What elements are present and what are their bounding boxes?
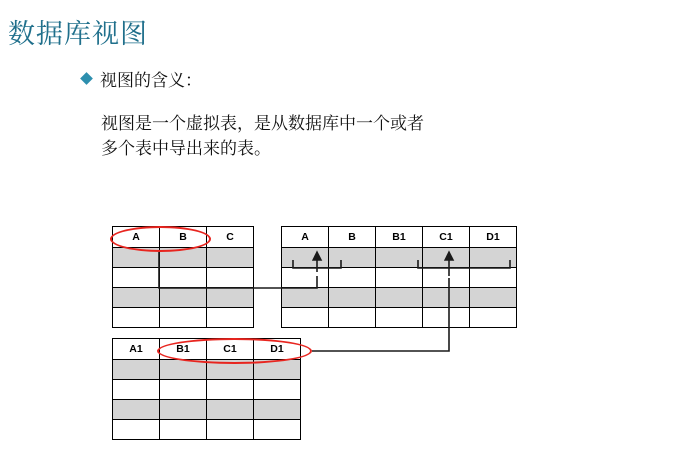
- table-cell: [160, 268, 207, 288]
- table-header-cell: B: [329, 227, 376, 248]
- table-cell: [376, 288, 423, 308]
- table-cell: [207, 248, 254, 268]
- table-header-cell: A: [113, 227, 160, 248]
- table-header-cell: D1: [254, 339, 301, 360]
- table-cell: [423, 248, 470, 268]
- table-cell: [113, 360, 160, 380]
- table-header-cell: B: [160, 227, 207, 248]
- bullet-item: [82, 66, 202, 91]
- table-cell: [207, 420, 254, 440]
- table-cell: [470, 288, 517, 308]
- table-header-cell: C1: [423, 227, 470, 248]
- table-row: [282, 288, 517, 308]
- table-cell: [470, 268, 517, 288]
- table-cell: [207, 288, 254, 308]
- table-row: [282, 308, 517, 328]
- table-cell: [254, 400, 301, 420]
- bullet-label: 视图的含义：: [100, 71, 202, 91]
- table-row: [113, 420, 301, 440]
- table-cell: [207, 308, 254, 328]
- table-cell: [282, 268, 329, 288]
- table-cell: [329, 268, 376, 288]
- source-table-right: [281, 226, 517, 328]
- table-header-cell: C: [207, 227, 254, 248]
- table-row: [113, 308, 254, 328]
- table-header-cell: C1: [207, 339, 254, 360]
- table-cell: [470, 308, 517, 328]
- table-cell: [113, 420, 160, 440]
- table-cell: [423, 308, 470, 328]
- table-cell: [160, 420, 207, 440]
- table-cell: [423, 268, 470, 288]
- table-cell: [282, 288, 329, 308]
- highlight-ellipse-left: [110, 226, 211, 252]
- diamond-bullet-icon: [80, 72, 93, 85]
- table-cell: [160, 288, 207, 308]
- table-cell: [329, 288, 376, 308]
- highlight-ellipse-bottom: [157, 338, 312, 364]
- table-cell: [160, 308, 207, 328]
- table-cell: [207, 380, 254, 400]
- table-cell: [282, 248, 329, 268]
- table-header-cell: B1: [376, 227, 423, 248]
- table-header-cell: A1: [113, 339, 160, 360]
- table-cell: [423, 288, 470, 308]
- table-cell: [207, 268, 254, 288]
- table-header-cell: A: [282, 227, 329, 248]
- table-cell: [254, 420, 301, 440]
- table-cell: [113, 268, 160, 288]
- table-cell: [113, 380, 160, 400]
- body-line-1: 视图是一个虚拟表，是从数据库中一个或者: [101, 114, 424, 134]
- table-cell: [113, 308, 160, 328]
- page-title: 数据库视图: [8, 19, 148, 50]
- table-cell: [376, 248, 423, 268]
- table-cell: [160, 400, 207, 420]
- table-cell: [207, 400, 254, 420]
- table-row: [113, 268, 254, 288]
- table-cell: [254, 380, 301, 400]
- table-row: [113, 380, 301, 400]
- table-row: [113, 288, 254, 308]
- body-paragraph: [101, 112, 581, 162]
- table-cell: [113, 288, 160, 308]
- table-row: [282, 248, 517, 268]
- table-header-cell: B1: [160, 339, 207, 360]
- table-row: [113, 400, 301, 420]
- table-header-cell: D1: [470, 227, 517, 248]
- table-cell: [282, 308, 329, 328]
- table-cell: [376, 268, 423, 288]
- body-line-2: 多个表中导出来的表。: [101, 139, 271, 159]
- table-cell: [376, 308, 423, 328]
- table-row: [282, 227, 517, 248]
- table-cell: [113, 400, 160, 420]
- table-cell: [329, 308, 376, 328]
- table-row: [282, 268, 517, 288]
- table-cell: [329, 248, 376, 268]
- table-cell: [160, 380, 207, 400]
- table-cell: [470, 248, 517, 268]
